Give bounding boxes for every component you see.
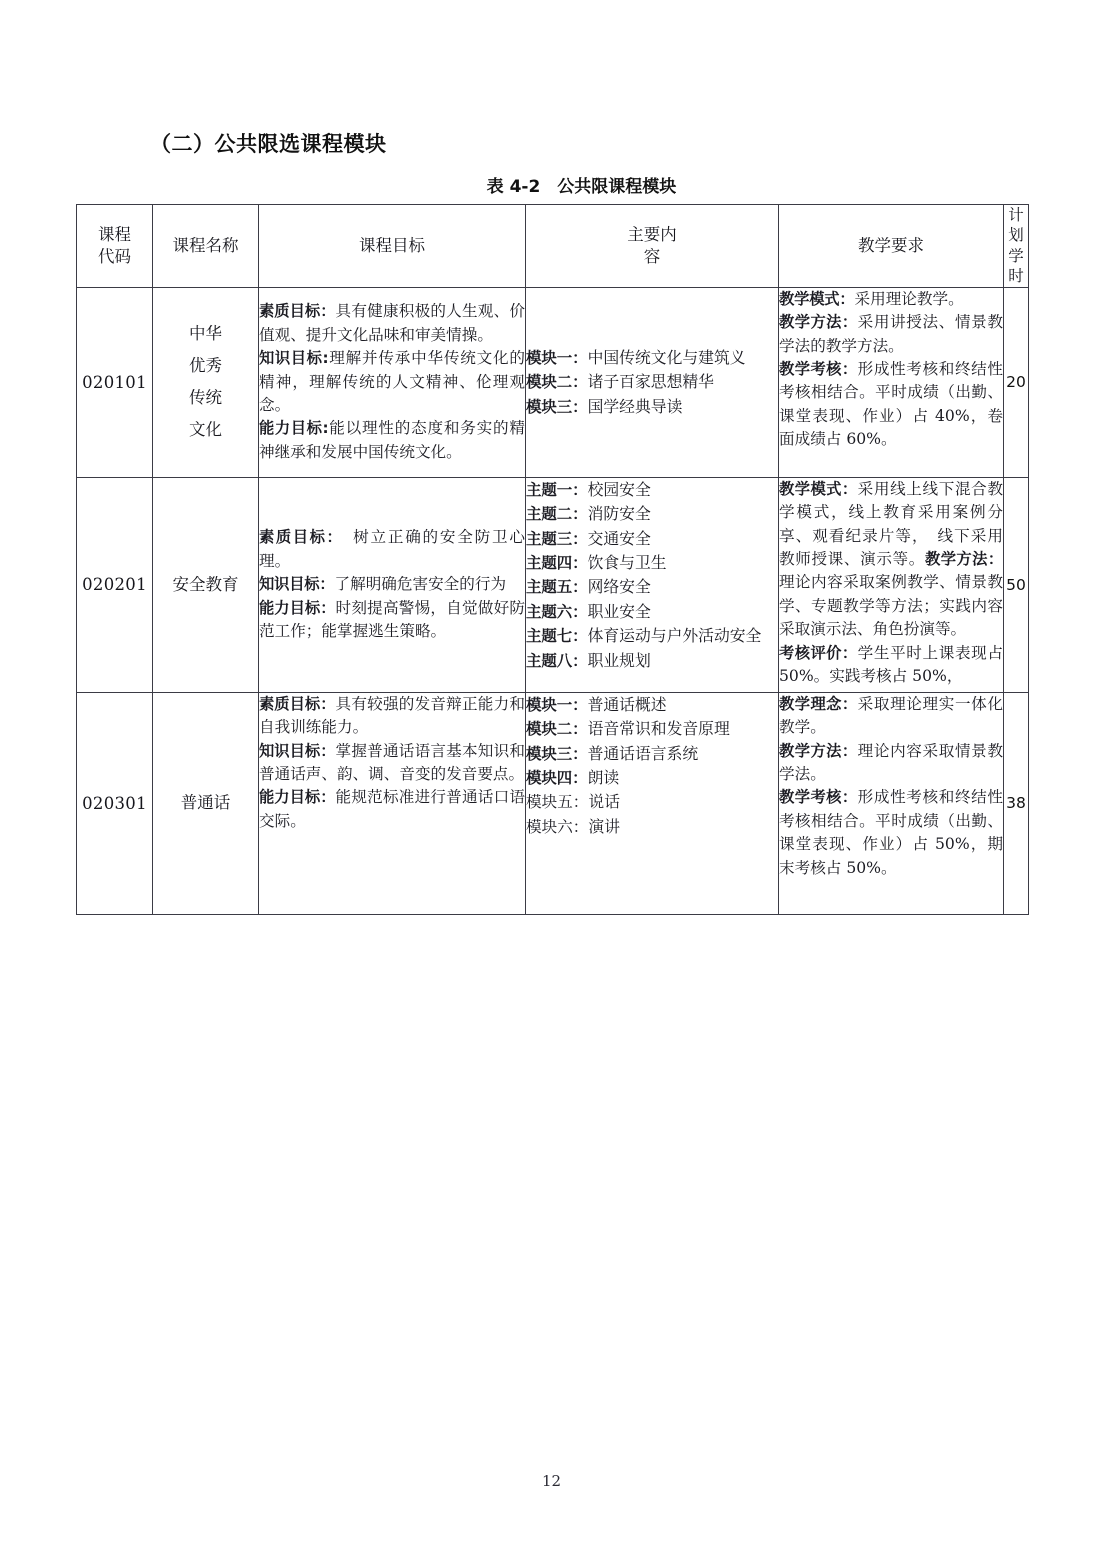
goal-text: 掌握普通话语言基本知识和普通话声、韵、调、音变的发音要点。 [259,741,525,783]
requirement-item [779,358,1003,452]
goal-label: 知识目标： [259,575,335,594]
goal-item [259,740,525,787]
requirement-item [779,740,1003,787]
module-item [526,502,778,526]
cell-planned-hours: 20 [1004,287,1029,477]
requirement-text: 形成性考核和终结性考核相结合。平时成绩（出勤、课堂表现、作业）占 50%，期末考核占 50%。 [779,788,1003,877]
goal-label: 能力目标： [259,598,336,617]
module-value: 校园安全 [587,479,651,499]
course-table-wrapper [76,204,1028,915]
cell-course-goal [259,477,526,692]
cell-main-content [526,287,779,477]
requirement-item [779,642,1003,689]
goal-item [259,417,525,464]
goal-label: 素质目标： [259,694,336,713]
module-item [526,395,778,419]
goal-label: 素质目标： [259,302,336,321]
goal-label: 能力目标: [259,419,329,438]
module-value: 职业安全 [587,601,651,621]
requirement-item [779,693,1003,740]
goal-text: 了解明确危害安全的行为 [334,575,507,594]
requirement-text: 理论内容采取情景教学法。 [779,741,1003,783]
requirement-label: 教学理念： [779,694,858,713]
table-caption: 表 4-2 公共限课程模块 [486,177,677,197]
requirement-item [779,786,1003,880]
page-number: 12 [541,1472,562,1490]
goal-text: 能规范标准进行普通话口语交际。 [259,788,525,830]
requirement-item [779,288,1003,311]
module-item [526,551,778,575]
module-key: 模块三： [526,397,588,416]
requirement-label: 教学考核： [779,359,858,378]
module-item [526,717,778,741]
requirement-text: 采用理论教学。 [854,289,964,308]
goal-item [259,597,525,644]
module-key: 模块二： [526,720,588,739]
header-main-content-line2: 容 [643,246,661,266]
cell-teaching-requirement [779,477,1004,692]
module-value: 交通安全 [587,528,651,548]
requirement-item [779,478,1003,642]
section-heading: （二）公共限选课程模块 [150,132,387,156]
requirement-label: 教学方法： [924,549,1003,568]
module-item [526,624,778,648]
cell-course-goal [259,692,526,914]
cell-planned-hours: 38 [1004,692,1029,914]
module-item [526,766,778,790]
header-course-code [77,205,153,288]
goal-text: 理解并传承中华传统文化的精神，理解传统的人文精神、伦理观念。 [259,349,525,414]
module-value: 国学经典导读 [587,396,683,416]
module-item [526,815,778,839]
course-name-line: 传统 [189,388,222,408]
module-value: 饮食与卫生 [587,552,667,572]
header-course-code-line2: 代码 [98,246,131,266]
cell-main-content [526,692,779,914]
goal-item [259,573,525,596]
requirement-label: 教学方法： [779,313,858,332]
module-key: 模块四： [526,768,588,787]
goal-label: 知识目标: [259,349,329,368]
cell-course-code: 020301 [77,692,153,914]
module-key: 主题一： [526,480,588,499]
module-value: 体育运动与户外活动安全 [587,626,762,646]
module-key: 模块一： [526,695,588,714]
table-row [77,287,1029,477]
header-teaching-requirement: 教学要求 [779,205,1004,288]
cell-course-name [153,287,259,477]
module-item [526,575,778,599]
module-key: 主题六： [526,602,588,621]
course-name-line: 普通话 [180,793,231,813]
cell-main-content [526,477,779,692]
requirement-text: 采用讲授法、情景教学法的教学方法。 [779,313,1003,355]
goal-item [259,786,525,833]
module-item [526,370,778,394]
module-value: 普通话概述 [587,694,667,714]
table-body [77,287,1029,914]
module-key: 模块二： [526,373,588,392]
module-key: 主题四： [526,553,588,572]
goal-item [259,300,525,347]
goal-item [259,693,525,740]
requirement-label: 教学模式： [779,289,855,308]
module-key: 主题八： [526,651,588,670]
cell-course-code: 020101 [77,287,153,477]
table-row [77,477,1029,692]
module-key: 主题二： [526,505,588,524]
header-planned-hours-line2: 学时 [1008,246,1024,286]
module-value: 职业规划 [587,650,651,670]
course-table [76,204,1029,915]
header-course-code-line1: 课程 [98,225,131,245]
goal-label: 能力目标： [259,788,336,807]
cell-course-goal [259,287,526,477]
module-key: 模块六： [526,817,589,836]
goal-label: 素质目标： [259,528,336,547]
course-name-line: 文化 [189,420,222,440]
module-item [526,527,778,551]
goal-text: 时刻提高警惕，自觉做好防范工作；能掌握逃生策略。 [259,598,525,640]
table-row [77,692,1029,914]
module-value: 演讲 [588,816,620,836]
cell-teaching-requirement [779,287,1004,477]
header-main-content [526,205,779,288]
module-key: 主题五： [526,578,588,597]
cell-planned-hours: 50 [1004,477,1029,692]
module-item [526,649,778,673]
cell-teaching-requirement [779,692,1004,914]
header-course-goal: 课程目标 [259,205,526,288]
requirement-text: 采用线上线下混合教学模式，线上教育采用案例分享、观看纪录片等， 线下采用教师授课、演示等。 [779,479,1003,568]
goal-label: 知识目标： [259,741,336,760]
module-key: 模块三： [526,744,588,763]
goal-text: 树立正确的安全防卫心理。 [259,528,525,570]
module-value: 说话 [588,792,620,812]
module-item [526,742,778,766]
requirement-label: 教学模式： [779,479,858,498]
requirement-label: 教学考核： [779,788,858,807]
module-item [526,693,778,717]
header-course-name: 课程名称 [153,205,259,288]
goal-text: 具有健康积极的人生观、价值观、提升文化品味和审美情操。 [259,302,525,344]
module-value: 诸子百家思想精华 [587,372,714,392]
module-item [526,478,778,502]
header-planned-hours [1004,205,1029,288]
module-value: 语音常识和发音原理 [587,719,730,739]
requirement-label: 教学方法： [779,741,858,760]
requirement-label: 考核评价： [779,643,858,662]
module-value: 普通话语言系统 [587,743,699,763]
cell-course-name [153,692,259,914]
module-value: 中国传统文化与建筑义 [587,347,746,367]
header-main-content-line1: 主要内 [627,225,677,245]
goal-item [259,526,525,573]
module-key: 模块五： [526,793,589,812]
cell-course-code: 020201 [77,477,153,692]
module-value: 朗读 [587,767,620,787]
module-key: 主题七： [526,627,588,646]
module-key: 主题三： [526,529,588,548]
cell-course-name [153,477,259,692]
course-name-line: 中华 [189,323,222,343]
requirement-text: 理论内容采取案例教学、情景教学、专题教学等方法；实践内容采取演示法、角色扮演等。 [779,573,1003,639]
module-item [526,790,778,814]
table-header-row [77,205,1029,288]
requirement-item [779,311,1003,358]
goal-item [259,347,525,417]
requirement-text: 学生平时上课表现占 50%。实践考核占 50%， [779,643,1003,685]
course-name-line: 安全教育 [172,574,239,594]
header-planned-hours-line1: 计划 [1008,206,1024,245]
module-item [526,600,778,624]
course-name-line: 优秀 [189,356,222,376]
requirement-text: 形成性考核和终结性考核相结合。平时成绩（出勤、课堂表现、作业）占 40%，卷面成绩占 60%。 [779,359,1003,449]
module-value: 消防安全 [587,504,651,524]
module-value: 网络安全 [587,577,651,597]
goal-text: 具有较强的发音辩正能力和自我训练能力。 [259,694,525,737]
module-key: 模块一： [526,348,588,367]
goal-text: 能以理性的态度和务实的精神继承和发展中国传统文化。 [259,419,525,461]
module-item [526,346,778,370]
requirement-text: 采取理论理实一体化教学。 [779,694,1003,737]
